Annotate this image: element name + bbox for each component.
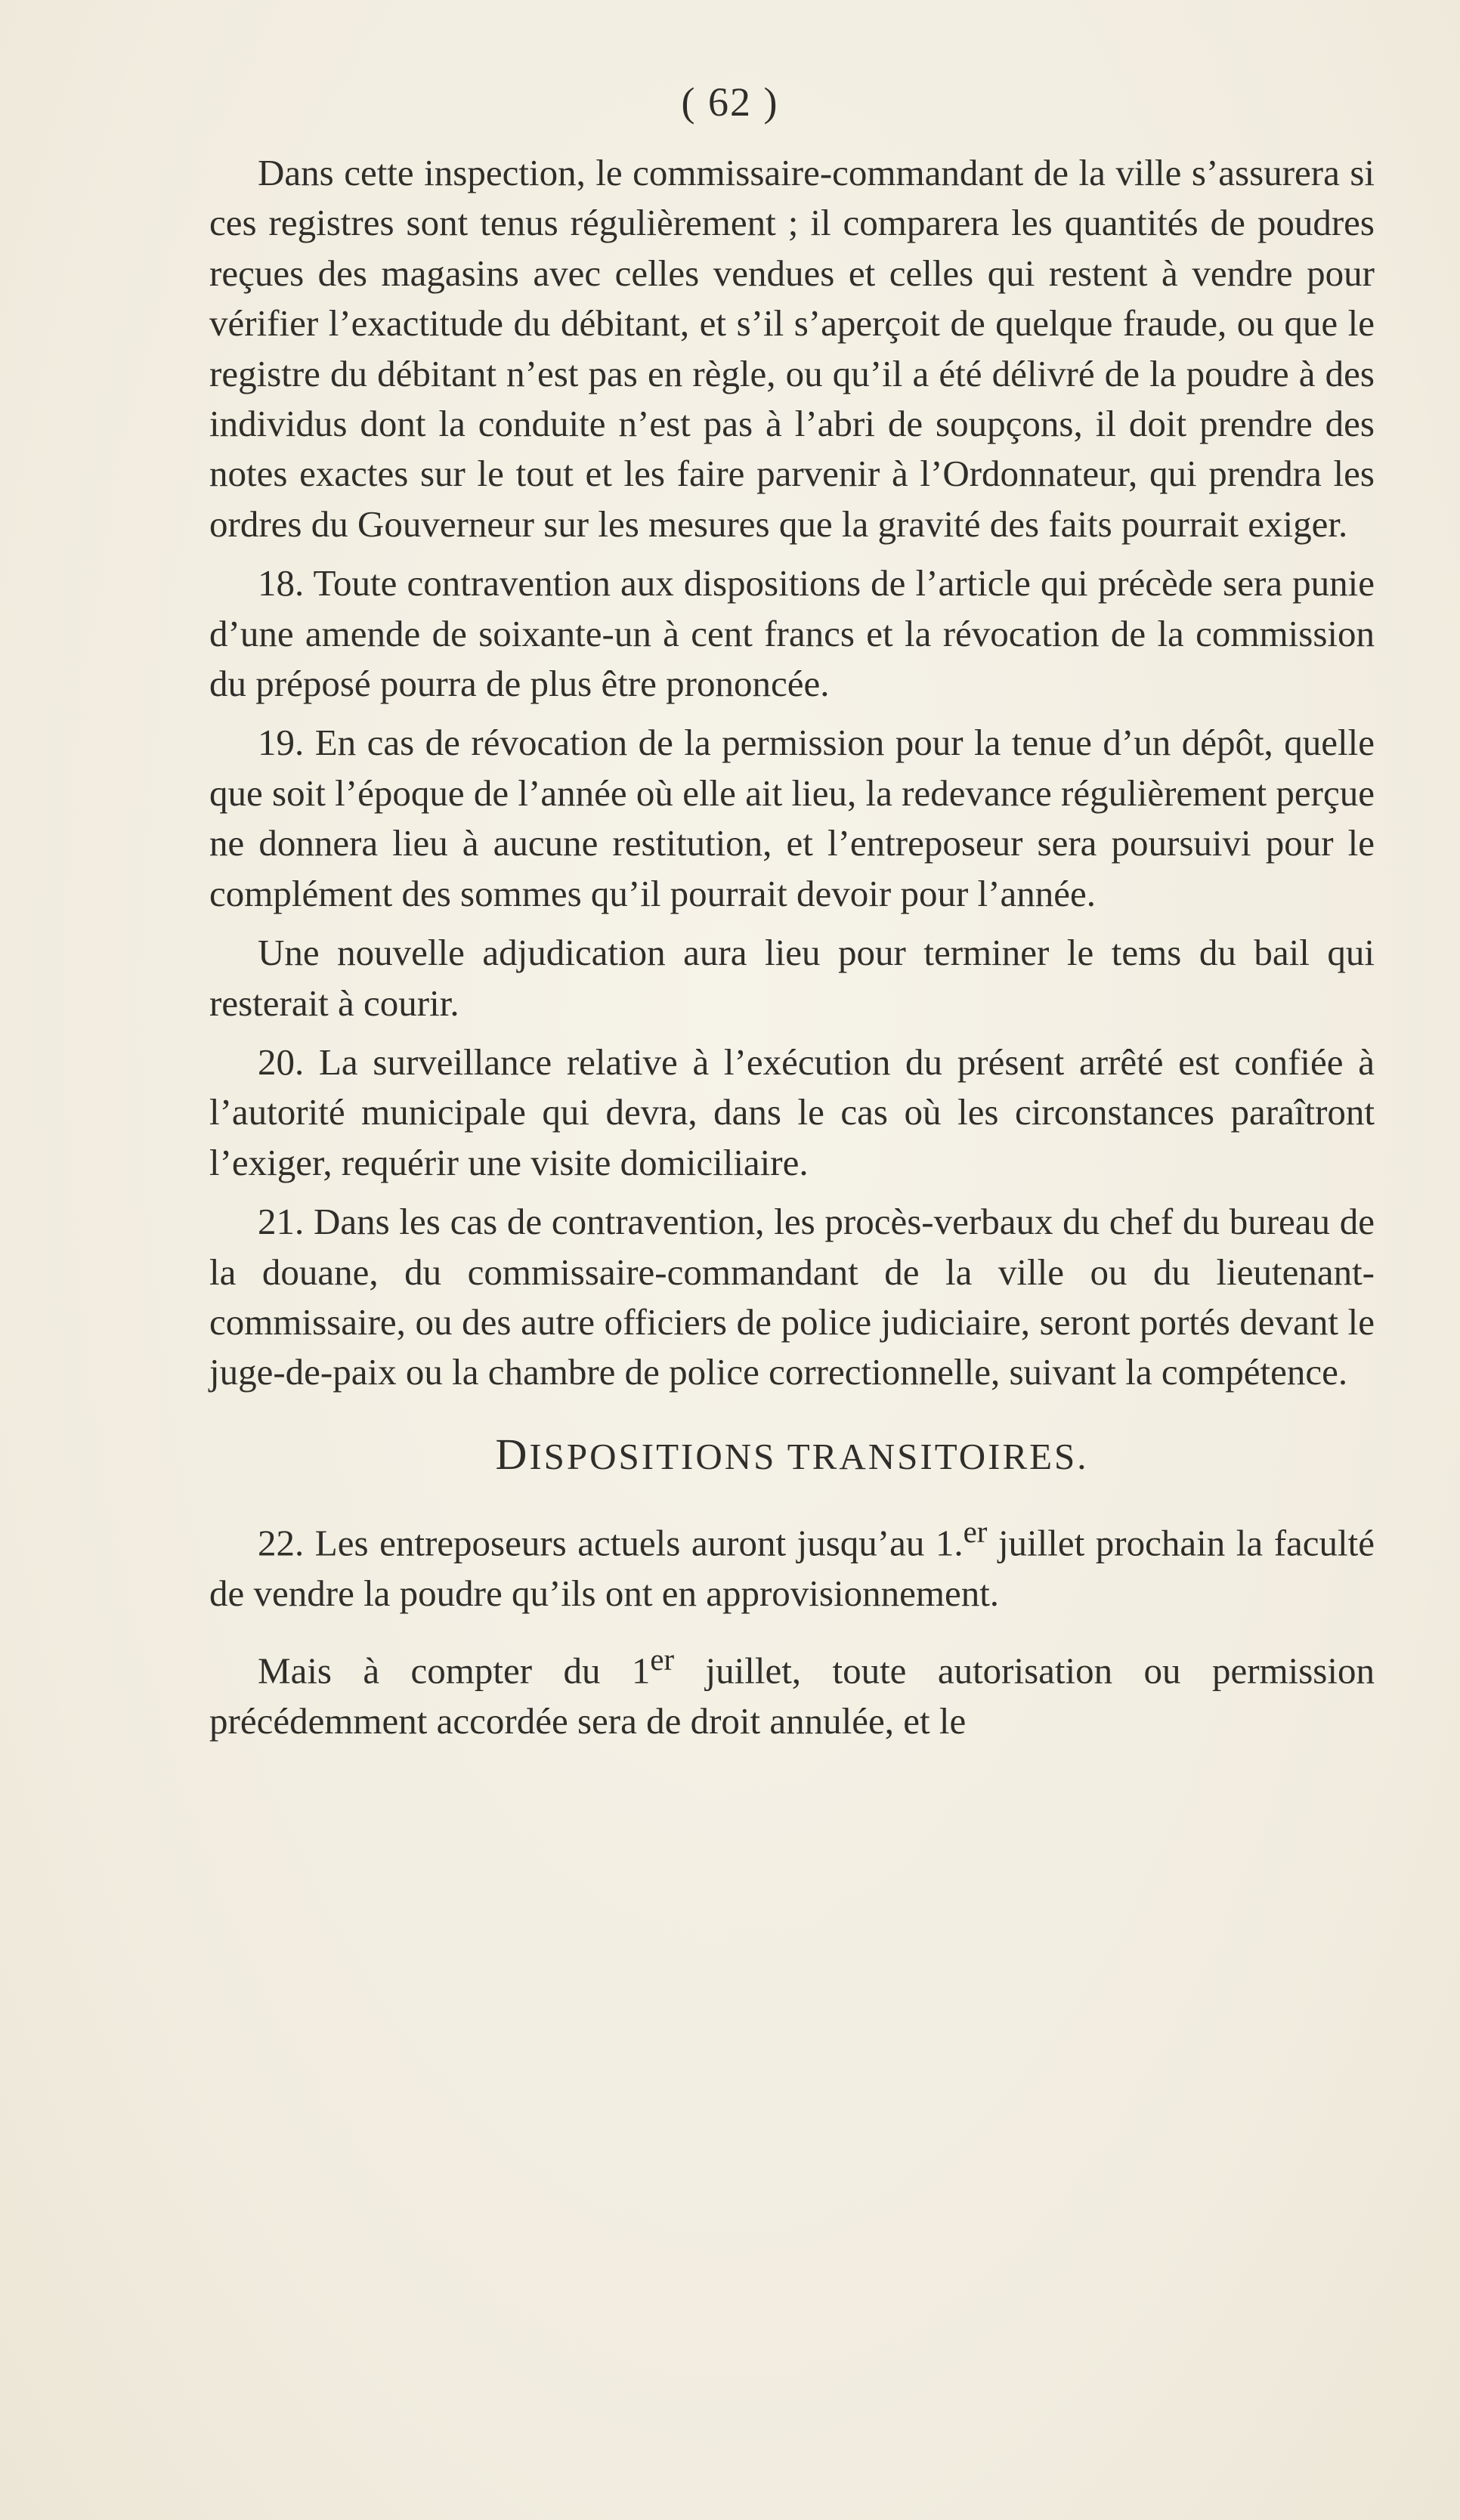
section-heading [209,1430,1375,1482]
article-22-sup: er [963,1515,988,1550]
article-22 [209,1507,1375,1619]
article-20: 20. La surveillance relative à l’exécution du présent arrêté est confiée à l’autorité municipale qui devra, dans le cas où les circonstances paraîtront l’exiger, requérir une visite domiciliaire. [209,1040,1375,1183]
heading-initial: D [495,1429,530,1479]
paragraph-mais-text-a: Mais à compter du 1 [258,1650,651,1692]
article-22-text-b: juillet prochain la faculté de vendre la poudre qu’ils ont en approvisionnement. [209,1522,1375,1614]
article-18: 18. Toute contravention aux dispositions de l’article qui précède sera punie d’une amende de soixante-un à cent francs et la révocation de la commission du préposé pourra de plus être prononcée. [209,562,1375,705]
page-body [209,148,1375,1746]
article-22-text-a: 22. Les entreposeurs actuels auront jusqu’au 1. [258,1522,964,1564]
paragraph-mais-text-b: juillet, toute autorisation ou permission précédemment accordée sera de droit annulée, et le [209,1650,1375,1742]
paragraph-mais-sup: er [650,1643,675,1677]
paragraph-inspection: Dans cette inspection, le commissaire-commandant de la ville s’assurera si ces registres sont tenus régulièrement ; il comparera les quantités de poudres reçues des magasins avec celles vendues et celles qui restent à vendre pour vérifier l’exactitude du débitant, et s’il s’aperçoit de quelque fraude, ou que le registre du débitant n’est pas en règle, ou qu’il a été délivré de la poudre à des individus dont la conduite n’est pas à l’abri de soupçons, il doit prendre des notes exactes sur le tout et les faire parvenir à l’Ordonnateur, qui prendra les ordres du Gouverneur sur les mesures que la gravité des faits pourrait exiger. [209,152,1375,545]
article-21: 21. Dans les cas de contravention, les procès-verbaux du chef du bureau de la douane, du commissaire-commandant de la ville ou du lieutenant-commissaire, ou des autre officiers de police judiciaire, seront portés devant le juge-de-paix ou la chambre de police correctionnelle, suivant la compétence. [209,1201,1375,1393]
paragraph-mais [209,1635,1375,1746]
heading-text: ISPOSITIONS TRANSITOIRES. [529,1435,1089,1477]
paragraph-new-adjudication: Une nouvelle adjudication aura lieu pour terminer le tems du bail qui resterait à courir. [209,932,1375,1024]
article-19: 19. En cas de révocation de la permission pour la tenue d’un dépôt, quelle que soit l’époque de l’année où elle ait lieu, la redevance régulièrement perçue ne donnera lieu à aucune restitution, et l’entreposeur sera poursuivi pour le complément des sommes qu’il pourrait devoir pour l’année. [209,722,1375,914]
page-number: ( 62 ) [681,79,779,125]
